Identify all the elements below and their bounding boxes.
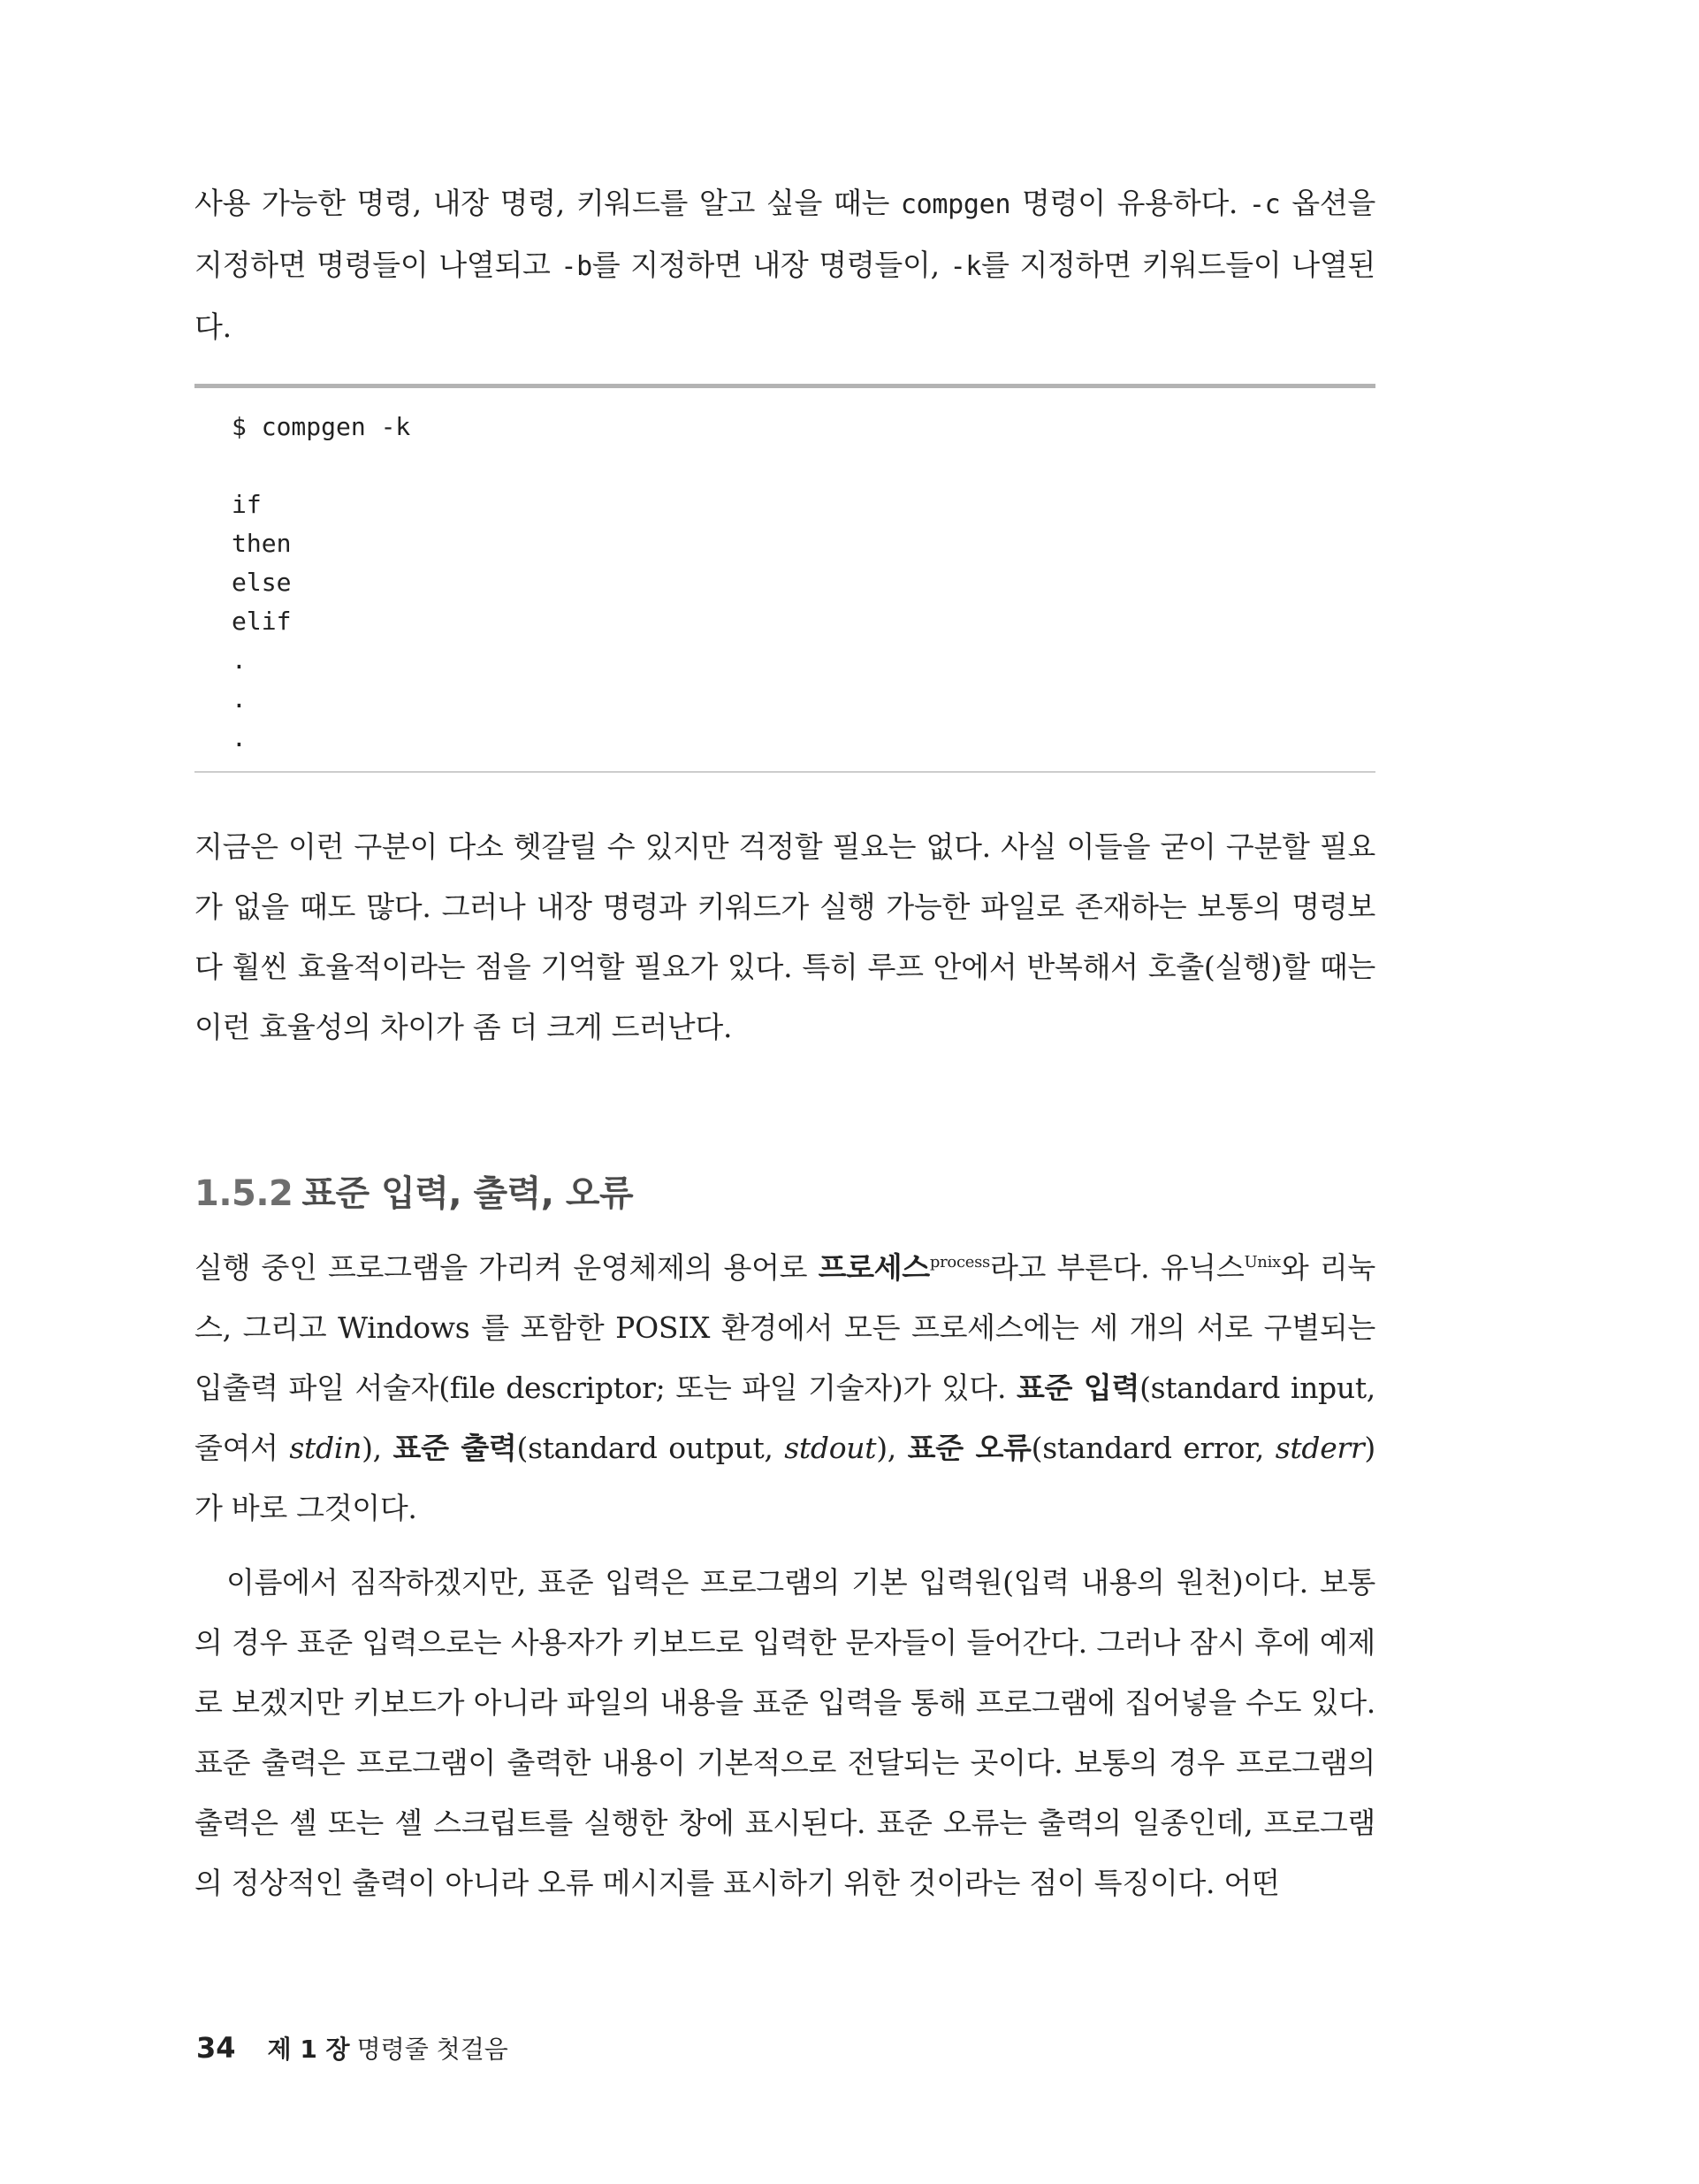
- text-run: (standard error,: [1031, 1431, 1276, 1465]
- abbr-stdout: stdout: [784, 1431, 877, 1465]
- inline-code: -c: [1248, 189, 1281, 220]
- inline-code: -b: [560, 251, 592, 282]
- text-run: 와 리눅스, 그리고 Windows 를 포함한 POSIX 환경에서 모든 프로세스에는 세 개의 서로 구별되는 입출력 파일 서술자(file descriptor; 또는 파일 기술자)가 있다.: [194, 1250, 1375, 1405]
- explanation-paragraph: 지금은 이런 구분이 다소 헷갈릴 수 있지만 걱정할 필요는 없다. 사실 이들을 굳이 구분할 필요가 없을 때도 많다. 그러나 내장 명령과 키워드가 실행 가능한 파일로 존재하는 보통의 명령보다 훨씬 효율적이라는 점을 기억할 필요가 있다. 특히 루프 안에서 반복해서 호출(실행)할 때는 이런 효율성의 차이가 좀 더 크게 드러난다.: [194, 829, 1375, 1044]
- superscript-unix: Unix: [1244, 1253, 1281, 1271]
- text-run: ),: [362, 1431, 393, 1465]
- inline-code: -k: [949, 251, 982, 282]
- chapter-number: 제 1 장: [267, 2035, 350, 2064]
- code-listing: $ compgen -k if then else elif . . .: [232, 412, 411, 752]
- text-run: )가 바로 그것이다.: [194, 1431, 1375, 1525]
- text-run: 명령이 유용하다.: [1010, 186, 1249, 220]
- stdio-detail-paragraph: 이름에서 짐작하겠지만, 표준 입력은 프로그램의 기본 입력원(입력 내용의 원천)이다. 보통의 경우 표준 입력으로는 사용자가 키보드로 입력한 문자들이 들어간다. 그러나 잠시 후에 예제로 보겠지만 키보드가 아니라 파일의 내용을 표준 입력을 통해 프로그램에 집어넣을 수도 있다. 표준 출력은 프로그램이 출력한 내용이 기본적으로 전달되는 곳이다. 보통의 경우 프로그램의 출력은 셸 또는 셸 스크립트를 실행한 창에 표시된다. 표준 오류는 출력의 일종인데, 프로그램의 정상적인 출력이 아니라 오류 메시지를 표시하기 위한 것이라는 점이 특징이다. 어떤: [194, 1565, 1375, 1900]
- term-stdout: 표준 출력: [392, 1431, 517, 1465]
- term-process: 프로세스: [818, 1250, 930, 1285]
- page-footer: [196, 2030, 508, 2067]
- stdio-intro-paragraph: [194, 1238, 1375, 1539]
- chapter-title: 명령줄 첫걸음: [356, 2035, 508, 2064]
- term-stdin: 표준 입력: [1016, 1371, 1140, 1405]
- term-stderr: 표준 오류: [907, 1431, 1032, 1465]
- text-run: 를 지정하면 키워드들이 나열된다.: [194, 248, 1375, 344]
- text-run: 를 지정하면 내장 명령들이,: [591, 248, 950, 282]
- section-heading: [194, 1169, 633, 1218]
- text-run: 옵션을 지정하면 명령들이 나열되고: [194, 186, 1375, 282]
- text-run: ),: [876, 1431, 908, 1465]
- page-number: 34: [196, 2031, 236, 2065]
- text-run: (standard output,: [516, 1431, 785, 1465]
- intro-paragraph: [194, 173, 1375, 357]
- abbr-stderr: stderr: [1275, 1431, 1365, 1465]
- superscript-process: process: [929, 1253, 990, 1271]
- section-number: 1.5.2: [194, 1173, 293, 1214]
- text-run: (standard input, 줄여서: [194, 1371, 1375, 1465]
- text-run: 라고 부른다. 유닉스: [989, 1250, 1245, 1285]
- code-block: [194, 384, 1375, 773]
- text-run: 사용 가능한 명령, 내장 명령, 키워드를 알고 싶을 때는: [194, 186, 901, 220]
- inline-code: compgen: [900, 189, 1011, 220]
- text-run: 실행 중인 프로그램을 가리켜 운영체제의 용어로: [194, 1250, 819, 1285]
- section-title: 표준 입력, 출력, 오류: [301, 1173, 634, 1214]
- abbr-stdin: stdin: [289, 1431, 362, 1465]
